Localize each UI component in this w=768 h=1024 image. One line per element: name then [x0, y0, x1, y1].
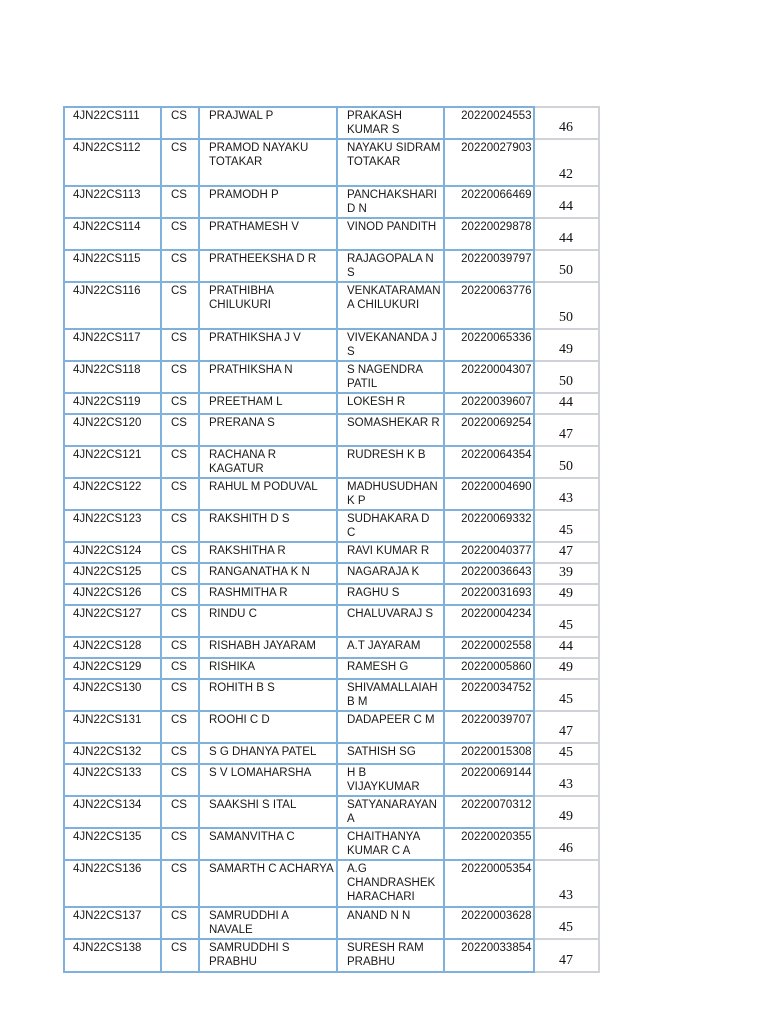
marks-cell: 45 — [534, 510, 599, 542]
student-name-cell: RAHUL M PODUVAL — [199, 478, 337, 510]
branch-cell: CS — [161, 764, 199, 796]
application-number-cell: 20220069332 — [444, 510, 534, 542]
usn-cell: 4JN22CS111 — [64, 107, 161, 139]
branch-cell: CS — [161, 605, 199, 637]
usn-cell: 4JN22CS117 — [64, 329, 161, 361]
marks-cell: 50 — [534, 361, 599, 393]
application-number-cell: 20220040377 — [444, 542, 534, 563]
branch-cell: CS — [161, 329, 199, 361]
application-number-cell: 20220031693 — [444, 584, 534, 605]
student-name-cell: PRATHIKSHA N — [199, 361, 337, 393]
student-name-cell: RAKSHITH D S — [199, 510, 337, 542]
usn-cell: 4JN22CS131 — [64, 711, 161, 743]
branch-cell: CS — [161, 679, 199, 711]
table-row — [64, 679, 599, 711]
parent-name-cell: SHIVAMALLAIAH B M — [337, 679, 444, 711]
application-number-cell: 20220064354 — [444, 446, 534, 478]
parent-name-cell: SATYANARAYAN A — [337, 796, 444, 828]
student-name-cell: RAKSHITHA R — [199, 542, 337, 563]
parent-name-cell: NAGARAJA K — [337, 563, 444, 584]
parent-name-cell: RAMESH G — [337, 658, 444, 679]
parent-name-cell: CHAITHANYA KUMAR C A — [337, 828, 444, 860]
marks-cell: 47 — [534, 414, 599, 446]
branch-cell: CS — [161, 250, 199, 282]
usn-cell: 4JN22CS127 — [64, 605, 161, 637]
table-body — [64, 107, 599, 972]
application-number-cell: 20220004234 — [444, 605, 534, 637]
marks-cell: 43 — [534, 860, 599, 907]
branch-cell: CS — [161, 563, 199, 584]
branch-cell: CS — [161, 796, 199, 828]
student-marks-table — [63, 106, 600, 973]
usn-cell: 4JN22CS133 — [64, 764, 161, 796]
table-row — [64, 907, 599, 939]
application-number-cell: 20220024553 — [444, 107, 534, 139]
application-number-cell: 20220034752 — [444, 679, 534, 711]
branch-cell: CS — [161, 542, 199, 563]
table-row — [64, 218, 599, 250]
parent-name-cell: PANCHAKSHARI D N — [337, 186, 444, 218]
application-number-cell: 20220063776 — [444, 282, 534, 329]
usn-cell: 4JN22CS115 — [64, 250, 161, 282]
marks-cell: 45 — [534, 743, 599, 764]
table-row — [64, 107, 599, 139]
branch-cell: CS — [161, 107, 199, 139]
student-name-cell: PRAJWAL P — [199, 107, 337, 139]
branch-cell: CS — [161, 584, 199, 605]
branch-cell: CS — [161, 414, 199, 446]
student-name-cell: SAMARTH C ACHARYA — [199, 860, 337, 907]
usn-cell: 4JN22CS134 — [64, 796, 161, 828]
usn-cell: 4JN22CS112 — [64, 139, 161, 186]
student-name-cell: PRERANA S — [199, 414, 337, 446]
parent-name-cell: DADAPEER C M — [337, 711, 444, 743]
table-row — [64, 711, 599, 743]
usn-cell: 4JN22CS114 — [64, 218, 161, 250]
table-row — [64, 510, 599, 542]
parent-name-cell: ANAND N N — [337, 907, 444, 939]
marks-cell: 46 — [534, 107, 599, 139]
usn-cell: 4JN22CS138 — [64, 939, 161, 972]
parent-name-cell: VINOD PANDITH — [337, 218, 444, 250]
marks-cell: 49 — [534, 796, 599, 828]
parent-name-cell: RAVI KUMAR R — [337, 542, 444, 563]
application-number-cell: 20220039797 — [444, 250, 534, 282]
table-row — [64, 743, 599, 764]
marks-cell: 45 — [534, 679, 599, 711]
branch-cell: CS — [161, 711, 199, 743]
usn-cell: 4JN22CS122 — [64, 478, 161, 510]
marks-cell: 47 — [534, 542, 599, 563]
application-number-cell: 20220027903 — [444, 139, 534, 186]
table-row — [64, 446, 599, 478]
table-row — [64, 584, 599, 605]
parent-name-cell: RUDRESH K B — [337, 446, 444, 478]
usn-cell: 4JN22CS126 — [64, 584, 161, 605]
branch-cell: CS — [161, 658, 199, 679]
table-row — [64, 542, 599, 563]
application-number-cell: 20220070312 — [444, 796, 534, 828]
branch-cell: CS — [161, 478, 199, 510]
marks-cell: 49 — [534, 658, 599, 679]
application-number-cell: 20220033854 — [444, 939, 534, 972]
branch-cell: CS — [161, 637, 199, 658]
usn-cell: 4JN22CS113 — [64, 186, 161, 218]
marks-cell: 43 — [534, 764, 599, 796]
table-row — [64, 764, 599, 796]
parent-name-cell: H B VIJAYKUMAR — [337, 764, 444, 796]
usn-cell: 4JN22CS129 — [64, 658, 161, 679]
marks-cell: 45 — [534, 907, 599, 939]
table-row — [64, 605, 599, 637]
parent-name-cell: SOMASHEKAR R — [337, 414, 444, 446]
student-name-cell: RISHIKA — [199, 658, 337, 679]
application-number-cell: 20220004307 — [444, 361, 534, 393]
application-number-cell: 20220065336 — [444, 329, 534, 361]
branch-cell: CS — [161, 282, 199, 329]
student-name-cell: PRAMOD NAYAKU TOTAKAR — [199, 139, 337, 186]
marks-cell: 44 — [534, 218, 599, 250]
table-row — [64, 828, 599, 860]
branch-cell: CS — [161, 510, 199, 542]
application-number-cell: 20220003628 — [444, 907, 534, 939]
parent-name-cell: MADHUSUDHAN K P — [337, 478, 444, 510]
student-name-cell: PRATHIBHA CHILUKURI — [199, 282, 337, 329]
parent-name-cell: A.T JAYARAM — [337, 637, 444, 658]
marks-cell: 46 — [534, 828, 599, 860]
branch-cell: CS — [161, 907, 199, 939]
table-row — [64, 796, 599, 828]
parent-name-cell: SATHISH SG — [337, 743, 444, 764]
marks-cell: 47 — [534, 711, 599, 743]
application-number-cell: 20220066469 — [444, 186, 534, 218]
student-name-cell: S G DHANYA PATEL — [199, 743, 337, 764]
parent-name-cell: S NAGENDRA PATIL — [337, 361, 444, 393]
parent-name-cell: LOKESH R — [337, 393, 444, 414]
branch-cell: CS — [161, 218, 199, 250]
student-name-cell: SAMANVITHA C — [199, 828, 337, 860]
usn-cell: 4JN22CS128 — [64, 637, 161, 658]
parent-name-cell: NAYAKU SIDRAM TOTAKAR — [337, 139, 444, 186]
usn-cell: 4JN22CS121 — [64, 446, 161, 478]
table-row — [64, 860, 599, 907]
branch-cell: CS — [161, 139, 199, 186]
branch-cell: CS — [161, 361, 199, 393]
table-row — [64, 478, 599, 510]
application-number-cell: 20220039707 — [444, 711, 534, 743]
marks-cell: 45 — [534, 605, 599, 637]
student-name-cell: SAMRUDDHI S PRABHU — [199, 939, 337, 972]
table-row — [64, 361, 599, 393]
parent-name-cell: VIVEKANANDA J S — [337, 329, 444, 361]
application-number-cell: 20220015308 — [444, 743, 534, 764]
branch-cell: CS — [161, 939, 199, 972]
table-row — [64, 393, 599, 414]
usn-cell: 4JN22CS135 — [64, 828, 161, 860]
table-row — [64, 939, 599, 972]
marks-cell: 50 — [534, 282, 599, 329]
student-name-cell: PRATHEEKSHA D R — [199, 250, 337, 282]
application-number-cell: 20220004690 — [444, 478, 534, 510]
application-number-cell: 20220036643 — [444, 563, 534, 584]
marks-cell: 50 — [534, 250, 599, 282]
student-name-cell: RISHABH JAYARAM — [199, 637, 337, 658]
student-name-cell: PRATHAMESH V — [199, 218, 337, 250]
marks-cell: 39 — [534, 563, 599, 584]
usn-cell: 4JN22CS124 — [64, 542, 161, 563]
usn-cell: 4JN22CS118 — [64, 361, 161, 393]
student-name-cell: ROHITH B S — [199, 679, 337, 711]
table-row — [64, 658, 599, 679]
parent-name-cell: RAGHU S — [337, 584, 444, 605]
parent-name-cell: RAJAGOPALA N S — [337, 250, 444, 282]
usn-cell: 4JN22CS120 — [64, 414, 161, 446]
branch-cell: CS — [161, 186, 199, 218]
branch-cell: CS — [161, 828, 199, 860]
branch-cell: CS — [161, 743, 199, 764]
student-name-cell: PREETHAM L — [199, 393, 337, 414]
marks-cell: 49 — [534, 329, 599, 361]
table-row — [64, 139, 599, 186]
parent-name-cell: A.G CHANDRASHEK HARACHARI — [337, 860, 444, 907]
application-number-cell: 20220069144 — [444, 764, 534, 796]
student-name-cell: SAMRUDDHI A NAVALE — [199, 907, 337, 939]
student-name-cell: RINDU C — [199, 605, 337, 637]
marks-cell: 44 — [534, 637, 599, 658]
parent-name-cell: VENKATARAMAN A CHILUKURI — [337, 282, 444, 329]
student-name-cell: ROOHI C D — [199, 711, 337, 743]
application-number-cell: 20220020355 — [444, 828, 534, 860]
usn-cell: 4JN22CS136 — [64, 860, 161, 907]
application-number-cell: 20220039607 — [444, 393, 534, 414]
application-number-cell: 20220069254 — [444, 414, 534, 446]
usn-cell: 4JN22CS125 — [64, 563, 161, 584]
application-number-cell: 20220005354 — [444, 860, 534, 907]
marks-cell: 47 — [534, 939, 599, 972]
application-number-cell: 20220029878 — [444, 218, 534, 250]
branch-cell: CS — [161, 446, 199, 478]
usn-cell: 4JN22CS130 — [64, 679, 161, 711]
branch-cell: CS — [161, 860, 199, 907]
usn-cell: 4JN22CS123 — [64, 510, 161, 542]
table-row — [64, 186, 599, 218]
application-number-cell: 20220005860 — [444, 658, 534, 679]
table-row — [64, 414, 599, 446]
marks-cell: 43 — [534, 478, 599, 510]
student-name-cell: RASHMITHA R — [199, 584, 337, 605]
usn-cell: 4JN22CS132 — [64, 743, 161, 764]
table-row — [64, 637, 599, 658]
usn-cell: 4JN22CS119 — [64, 393, 161, 414]
table-row — [64, 329, 599, 361]
student-name-cell: SAAKSHI S ITAL — [199, 796, 337, 828]
parent-name-cell: PRAKASH KUMAR S — [337, 107, 444, 139]
parent-name-cell: SURESH RAM PRABHU — [337, 939, 444, 972]
student-name-cell: S V LOMAHARSHA — [199, 764, 337, 796]
student-name-cell: RACHANA R KAGATUR — [199, 446, 337, 478]
student-name-cell: PRATHIKSHA J V — [199, 329, 337, 361]
table-row — [64, 563, 599, 584]
student-name-cell: RANGANATHA K N — [199, 563, 337, 584]
marks-cell: 42 — [534, 139, 599, 186]
parent-name-cell: SUDHAKARA D C — [337, 510, 444, 542]
usn-cell: 4JN22CS137 — [64, 907, 161, 939]
student-name-cell: PRAMODH P — [199, 186, 337, 218]
branch-cell: CS — [161, 393, 199, 414]
table-row — [64, 282, 599, 329]
marks-cell: 50 — [534, 446, 599, 478]
usn-cell: 4JN22CS116 — [64, 282, 161, 329]
marks-cell: 44 — [534, 393, 599, 414]
marks-cell: 44 — [534, 186, 599, 218]
application-number-cell: 20220002558 — [444, 637, 534, 658]
table-row — [64, 250, 599, 282]
parent-name-cell: CHALUVARAJ S — [337, 605, 444, 637]
marks-cell: 49 — [534, 584, 599, 605]
